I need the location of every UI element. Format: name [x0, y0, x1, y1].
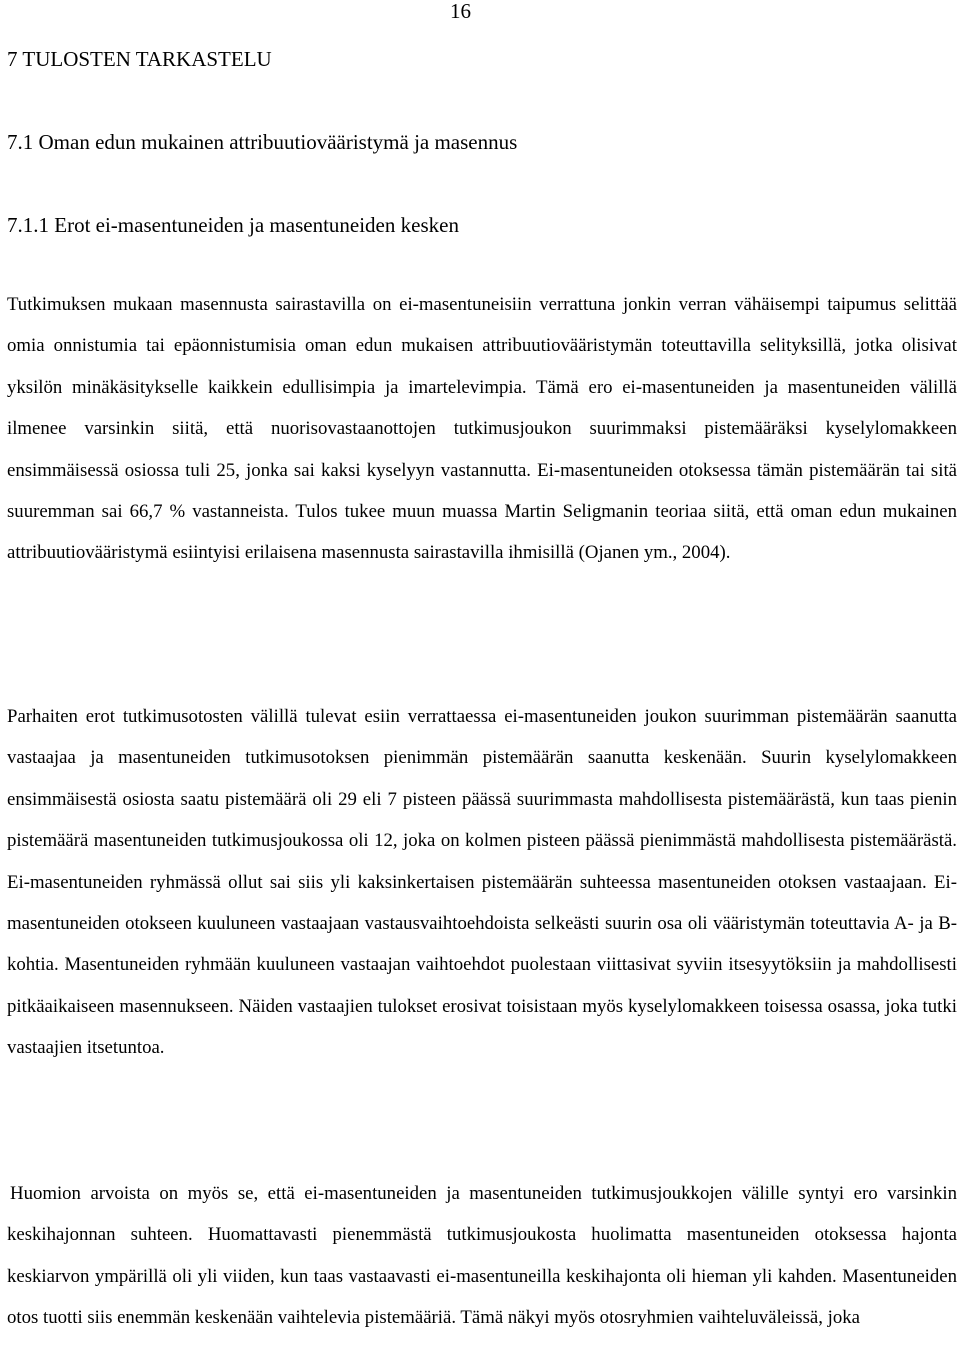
body-paragraph-1: Tutkimuksen mukaan masennusta sairastavilla on ei-masentuneisiin verrattuna jonkin verran vähäisempi taipumus selittää omia onnistumia tai epäonnistumisia oman edun mukaisen attribuutiovääristymän toteuttavilla selityksillä, jotka olisivat yksilön minäkäsitykselle kaikkein edullisimpia ja imartelevimpia. Tämä ero ei-masentuneiden ja masentuneiden välillä ilmenee varsinkin siitä, että nuorisovastaanottojen tutkimusjoukon suurimmaksi pistemääräksi kyselylomakkeen ensimmäisessä osiossa tuli 25, jonka sai kaksi kyselyyn vastannutta. Ei-masentuneiden otoksessa tämän pistemäärän tai sitä suuremman sai 66,7 % vastanneista. Tulos tukee muun muassa Martin Seligmanin teoriaa siitä, että oman edun mukainen attribuutiovääristymä esiintyisi erilaisena masennusta sairastavilla ihmisillä (Ojanen ym., 2004).	[7, 294, 957, 564]
chapter-heading: 7 TULOSTEN TARKASTELU	[7, 47, 272, 71]
body-paragraph-2: Parhaiten erot tutkimusotosten välillä tulevat esiin verrattaessa ei-masentuneiden joukon suurimman pistemäärän saanutta vastaajaa ja masentuneiden tutkimusotoksen pienimmän pistemäärän saanutta keskenään. Suurin kyselylomakkeen ensimmäisestä osiosta saatu pistemäärä oli 29 eli 7 pisteen päässä suurimmasta mahdollisesta pistemäärästä, kun taas pienin pistemäärä masentuneiden tutkimusjoukossa oli 12, joka on kolmen pisteen päässä pienimmästä mahdollisesta pistemäärästä. Ei-masentuneiden ryhmässä ollut sai siis yli kaksinkertaisen pistemäärän suhteessa masentuneiden otoksen vastaajaan. Ei-masentuneiden otokseen kuuluneen vastaajaan vastausvaihtoehdoista selkeästi suurin osa oli vääristymän toteuttavia A- ja B- kohtia. Masentuneiden ryhmään kuuluneen vastaajan vaihtoehdot puolestaan viittasivat syviin itsesyytöksiin ja mahdollisesti pitkäaikaiseen masennukseen. Näiden vastaajien tulokset erosivat toisistaan myös kyselylomakkeen toisessa osassa, joka tutki vastaajien itsetuntoa.	[7, 706, 957, 1059]
body-paragraph-3: Huomion arvoista on myös se, että ei-masentuneiden ja masentuneiden tutkimusjoukkojen välille syntyi ero varsinkin keskihajonnan suhteen. Huomattavasti pienemmästä tutkimusjoukosta huolimatta masentuneiden otoksessa hajonta keskiarvon ympärillä oli yli viiden, kun taas vastaavasti ei-masentuneilla keskihajonta oli hieman yli kahden. Masentuneiden otos tuotti siis enemmän keskenään vaihtelevia pistemääriä. Tämä näkyi myös otosryhmien vaihteluväleissä, joka	[7, 1183, 957, 1329]
section-heading: 7.1 Oman edun mukainen attribuutiovääristymä ja masennus	[7, 130, 518, 154]
page-number: 16	[450, 0, 471, 23]
subsection-heading: 7.1.1 Erot ei-masentuneiden ja masentuneiden kesken	[7, 213, 459, 237]
